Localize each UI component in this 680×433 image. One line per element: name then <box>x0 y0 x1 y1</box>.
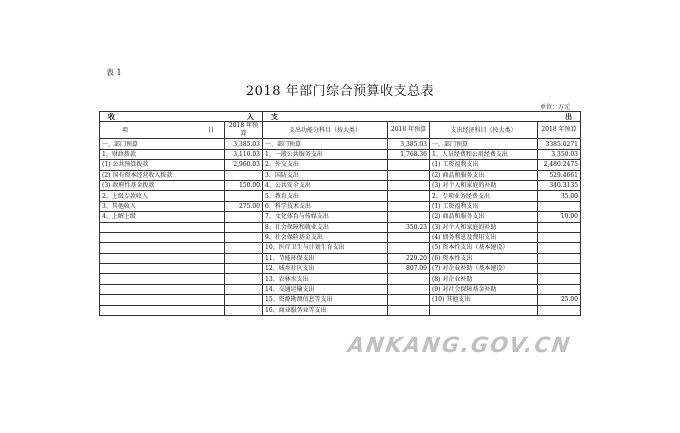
income-item-cell <box>100 222 225 232</box>
table-row <box>100 170 581 180</box>
table-row <box>100 305 581 315</box>
econ-item-cell: 2、专项业务经费支出 <box>430 191 538 201</box>
func-item-cell: 9、社会保险基金支出 <box>263 232 388 242</box>
func-amount-header: 2018 年预算 <box>388 122 430 139</box>
func-amount-cell <box>388 305 430 315</box>
econ-amount-header: 2018 年预算 <box>538 122 581 139</box>
income-amount-cell <box>225 191 263 201</box>
func-item-cell: 10、医疗卫生与计划生育支出 <box>263 243 388 253</box>
func-item-cell: 15、资源勘测信息等支出 <box>263 295 388 305</box>
econ-amount-cell <box>538 232 581 242</box>
income-amount-cell <box>225 243 263 253</box>
income-item-cell: (2) 国有资本经营收入拨款 <box>100 170 225 180</box>
income-item-cell <box>100 253 225 263</box>
func-amount-cell: 807.09 <box>388 264 430 274</box>
func-item-cell: 14、交通运输支出 <box>263 284 388 294</box>
func-amount-cell <box>388 212 430 222</box>
table-row <box>100 191 581 201</box>
table-row <box>100 232 581 242</box>
func-amount-cell <box>388 243 430 253</box>
econ-item-cell: (1) 工资福利支出 <box>430 201 538 211</box>
func-amount-cell: 229.20 <box>388 253 430 263</box>
func-item-cell: 16、商业服务业等支出 <box>263 305 388 315</box>
func-item-cell: 13、农林水支出 <box>263 274 388 284</box>
econ-category-header: 支出经济科目（按大类） <box>430 122 538 139</box>
table-row <box>100 160 581 170</box>
watermark: ANKANG.GOV.CN <box>346 333 574 357</box>
table-row <box>100 180 581 190</box>
func-item-cell: 5、教育支出 <box>263 191 388 201</box>
income-item-cell <box>100 243 225 253</box>
func-item-cell: 6、科学技术支出 <box>263 201 388 211</box>
income-amount-cell <box>225 232 263 242</box>
income-item-cell <box>100 274 225 284</box>
func-amount-cell <box>388 295 430 305</box>
income-amount-cell <box>225 222 263 232</box>
econ-item-cell: (9) 对社会保障基金补助 <box>430 284 538 294</box>
income-item-cell: 2、上级专款收入 <box>100 191 225 201</box>
econ-amount-cell <box>538 284 581 294</box>
income-amount-header: 2018 年预算 <box>225 122 263 139</box>
income-item-cell: 1、财政拨款 <box>100 149 225 159</box>
econ-item-cell: (2) 商品和服务支出 <box>430 170 538 180</box>
income-amount-cell <box>225 264 263 274</box>
econ-amount-cell <box>538 222 581 232</box>
header-row-top <box>100 112 581 122</box>
econ-amount-cell: 10.00 <box>538 212 581 222</box>
table-row <box>100 264 581 274</box>
table-row <box>100 222 581 232</box>
econ-item-cell <box>430 305 538 315</box>
econ-item-cell: 1、人员经费和公用经费支出 <box>430 149 538 159</box>
func-amount-cell: 350.23 <box>388 222 430 232</box>
func-item-cell: 4、公共安全支出 <box>263 180 388 190</box>
table-row <box>100 149 581 159</box>
func-item-cell: 12、城乡社区支出 <box>263 264 388 274</box>
expenditure-header: 支 出 <box>263 112 581 122</box>
func-amount-cell <box>388 201 430 211</box>
table-row <box>100 201 581 211</box>
func-item-cell: 11、节能环保支出 <box>263 253 388 263</box>
income-item-cell <box>100 305 225 315</box>
item-header: 项 目 <box>100 122 225 139</box>
table-row <box>100 212 581 222</box>
income-item-cell <box>100 232 225 242</box>
income-header: 收 入 <box>100 112 263 122</box>
income-item-cell: 一、部门预算 <box>100 139 225 149</box>
income-amount-cell <box>225 274 263 284</box>
econ-item-cell: 一、部门预算 <box>430 139 538 149</box>
income-amount-cell <box>225 170 263 180</box>
func-amount-cell <box>388 170 430 180</box>
econ-item-cell: (8) 对企业补助 <box>430 274 538 284</box>
income-amount-cell <box>225 253 263 263</box>
income-amount-cell <box>225 295 263 305</box>
income-amount-cell <box>225 284 263 294</box>
econ-amount-cell: 3385.0271 <box>538 139 581 149</box>
econ-item-cell: (2) 商品和服务支出 <box>430 212 538 222</box>
income-item-cell: (3) 政府性基金拨款 <box>100 180 225 190</box>
table-row <box>100 284 581 294</box>
income-item-cell <box>100 264 225 274</box>
func-item-cell: 7、文化体育与传媒支出 <box>263 212 388 222</box>
econ-item-cell: (6) 资本性支出 <box>430 253 538 263</box>
econ-amount-cell <box>538 253 581 263</box>
page-title: 2018 年部门综合预算收支总表 <box>245 84 435 99</box>
econ-amount-cell <box>538 264 581 274</box>
func-item-cell: 3、国防支出 <box>263 170 388 180</box>
table-row <box>100 274 581 284</box>
econ-item-cell: (7) 对企业补助（基本建设） <box>430 264 538 274</box>
income-amount-cell: 3,385.03 <box>225 139 263 149</box>
econ-amount-cell: 3,350.03 <box>538 149 581 159</box>
income-amount-cell <box>225 305 263 315</box>
func-amount-cell <box>388 232 430 242</box>
econ-amount-cell <box>538 243 581 253</box>
func-amount-cell <box>388 160 430 170</box>
econ-amount-cell: 2,480.2475 <box>538 160 581 170</box>
econ-item-cell: (3) 对个人和家庭的补助 <box>430 222 538 232</box>
func-amount-cell <box>388 274 430 284</box>
func-amount-cell <box>388 180 430 190</box>
econ-item-cell: (10) 其他支出 <box>430 295 538 305</box>
econ-amount-cell <box>538 274 581 284</box>
econ-amount-cell: 35.00 <box>538 191 581 201</box>
income-item-cell: 3、其他收入 <box>100 201 225 211</box>
table-row <box>100 253 581 263</box>
func-category-header: 支出功能分科目（按大类） <box>263 122 388 139</box>
income-amount-cell <box>225 212 263 222</box>
econ-amount-cell <box>538 201 581 211</box>
income-amount-cell: 3,110.03 <box>225 149 263 159</box>
table-row <box>100 295 581 305</box>
func-item-cell: 8、社会保障和就业支出 <box>263 222 388 232</box>
budget-summary-table <box>99 111 581 316</box>
func-amount-cell: 1,768.36 <box>388 149 430 159</box>
econ-item-cell: (1) 工资福利支出 <box>430 160 538 170</box>
income-item-cell <box>100 284 225 294</box>
func-item-cell: 1、一般公共服务支出 <box>263 149 388 159</box>
income-amount-cell: 150.00 <box>225 180 263 190</box>
table-number-label: 表 1 <box>106 68 122 77</box>
econ-amount-cell: 25.00 <box>538 295 581 305</box>
income-amount-cell: 2,960.03 <box>225 160 263 170</box>
econ-item-cell: (4) 债务利息及费用支出 <box>430 232 538 242</box>
econ-amount-cell: 340.3135 <box>538 180 581 190</box>
func-item-cell: 2、外交支出 <box>263 160 388 170</box>
income-item-cell: 4、上解上级 <box>100 212 225 222</box>
func-amount-cell <box>388 284 430 294</box>
econ-amount-cell: 529.4661 <box>538 170 581 180</box>
func-item-cell: 一、部门预算 <box>263 139 388 149</box>
table-row <box>100 139 581 149</box>
income-item-cell: (1) 公共预算拨款 <box>100 160 225 170</box>
econ-item-cell: (5) 资本性支出（基本建设） <box>430 243 538 253</box>
func-amount-cell: 3,385.03 <box>388 139 430 149</box>
header-row-columns <box>100 122 581 139</box>
func-amount-cell <box>388 191 430 201</box>
income-amount-cell: 275.00 <box>225 201 263 211</box>
econ-item-cell: (3) 对个人和家庭的补助 <box>430 180 538 190</box>
econ-amount-cell <box>538 305 581 315</box>
unit-label: 单位：万元 <box>540 104 571 111</box>
table-row <box>100 243 581 253</box>
income-item-cell <box>100 295 225 305</box>
